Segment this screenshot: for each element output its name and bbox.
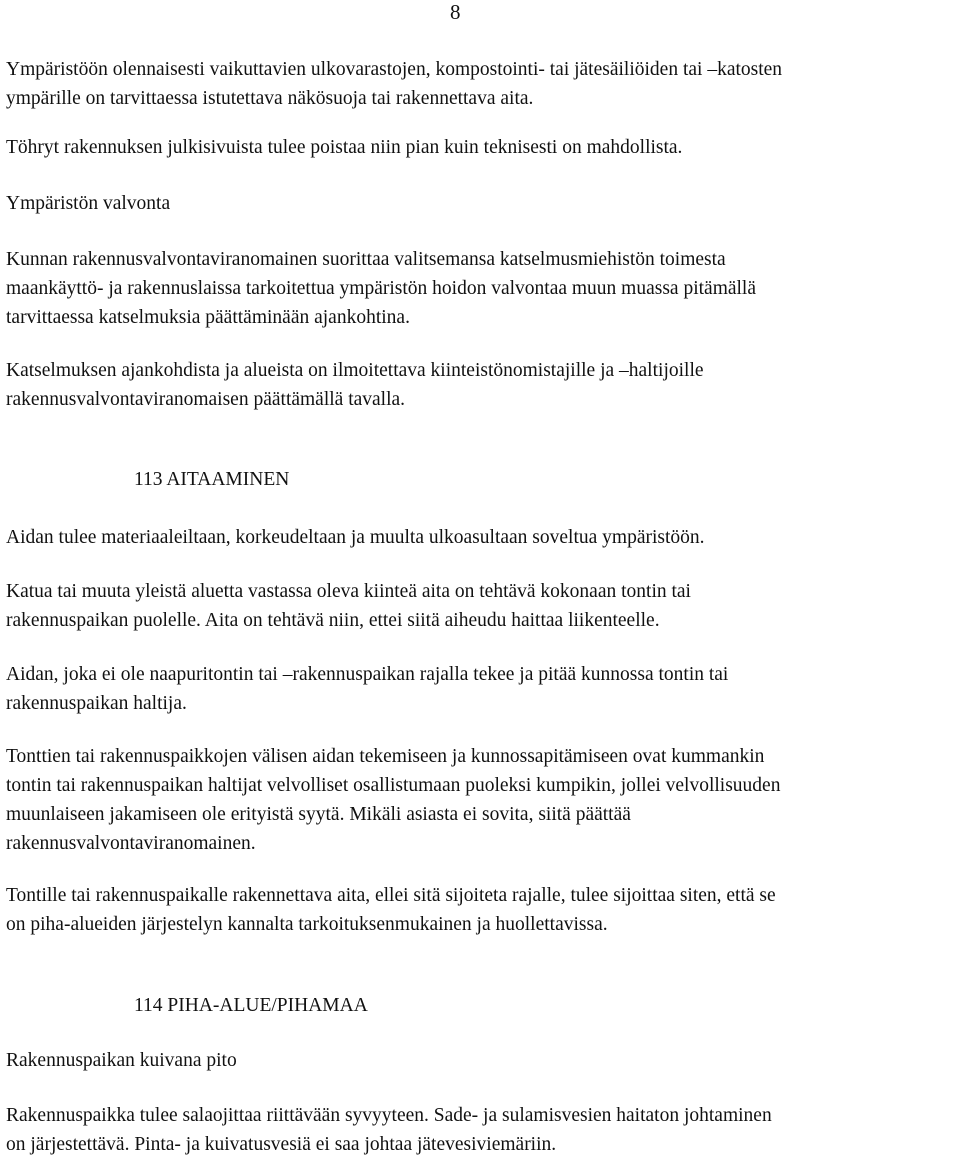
text-line: rakennuspaikan puolelle. Aita on tehtävä niin, ettei siitä aiheudu haittaa liikenteelle. <box>6 610 660 631</box>
text-line: maankäyttö- ja rakennuslaissa tarkoitettua ympäristön hoidon valvontaa muun muassa pitämällä <box>6 278 757 299</box>
paragraph-shared-fence <box>6 742 956 858</box>
heading-text: 114 PIHA-ALUE/PIHAMAA <box>134 995 368 1016</box>
text-line: rakennusvalvontaviranomaisen päättämällä tavalla. <box>6 389 406 410</box>
text-line: Kunnan rakennusvalvontaviranomainen suorittaa valitsemansa katselmusmiehistön toimesta <box>6 249 726 270</box>
paragraph-fence-maintenance <box>6 660 956 718</box>
text-line: Rakennuspaikka tulee salaojittaa riittävään syvyyteen. Sade- ja sulamisvesien haitaton johtaminen <box>6 1105 772 1126</box>
text-line: ympärille on tarvittaessa istutettava näkösuoja tai rakennettava aita. <box>6 88 534 109</box>
paragraph-street-fence <box>6 577 956 635</box>
paragraph-inspection-notice <box>6 356 956 414</box>
heading-site-drainage <box>6 1046 956 1075</box>
heading-text: Rakennuspaikan kuivana pito <box>6 1050 237 1071</box>
text-line: muunlaiseen jakamiseen ole erityistä syytä. Mikäli asiasta ei sovita, siitä päättää <box>6 804 631 825</box>
text-line: Ympäristöön olennaisesti vaikuttavien ulkovarastojen, kompostointi- tai jätesäiliöiden tai –katosten <box>6 59 783 80</box>
paragraph-storage-screening <box>6 55 956 113</box>
text-line: rakennuspaikan haltija. <box>6 693 187 714</box>
heading-section-114 <box>134 991 960 1020</box>
heading-text: Ympäristön valvonta <box>6 193 171 214</box>
heading-environment-supervision <box>6 189 956 218</box>
paragraph-fence-placement <box>6 881 956 939</box>
text-line: Aidan, joka ei ole naapuritontin tai –rakennuspaikan rajalla tekee ja pitää kunnossa tontin tai <box>6 664 729 685</box>
paragraph-drainage <box>6 1101 956 1159</box>
paragraph-fence-material <box>6 523 956 552</box>
page-number: 8 <box>450 0 461 24</box>
text-line: Töhryt rakennuksen julkisivuista tulee poistaa niin pian kuin teknisesti on mahdollista. <box>6 137 683 158</box>
heading-text: 113 AITAAMINEN <box>134 469 290 490</box>
text-line: Tonttien tai rakennuspaikkojen välisen aidan tekemiseen ja kunnossapitämiseen ovat kummankin <box>6 746 765 767</box>
text-line: Katselmuksen ajankohdista ja alueista on ilmoitettava kiinteistönomistajille ja –haltijoille <box>6 360 704 381</box>
paragraph-graffiti <box>6 133 956 162</box>
text-line: Tontille tai rakennuspaikalle rakennettava aita, ellei sitä sijoiteta rajalle, tulee sijoittaa siten, että se <box>6 885 776 906</box>
text-line: on järjestettävä. Pinta- ja kuivatusvesiä ei saa johtaa jätevesiviemäriin. <box>6 1134 557 1155</box>
text-line: on piha-alueiden järjestelyn kannalta tarkoituksenmukainen ja huollettavissa. <box>6 914 608 935</box>
text-line: rakennusvalvontaviranomainen. <box>6 833 256 854</box>
text-line: Aidan tulee materiaaleiltaan, korkeudeltaan ja muulta ulkoasultaan soveltua ympäristöön. <box>6 527 705 548</box>
heading-section-113 <box>134 465 960 494</box>
text-line: Katua tai muuta yleistä aluetta vastassa oleva kiinteä aita on tehtävä kokonaan tontin tai <box>6 581 691 602</box>
text-line: tarvittaessa katselmuksia päättäminään ajankohtina. <box>6 307 410 328</box>
paragraph-supervision-inspections <box>6 245 956 332</box>
text-line: tontin tai rakennuspaikan haltijat velvolliset osallistumaan puoleksi kumpikin, jollei velvollisuuden <box>6 775 781 796</box>
